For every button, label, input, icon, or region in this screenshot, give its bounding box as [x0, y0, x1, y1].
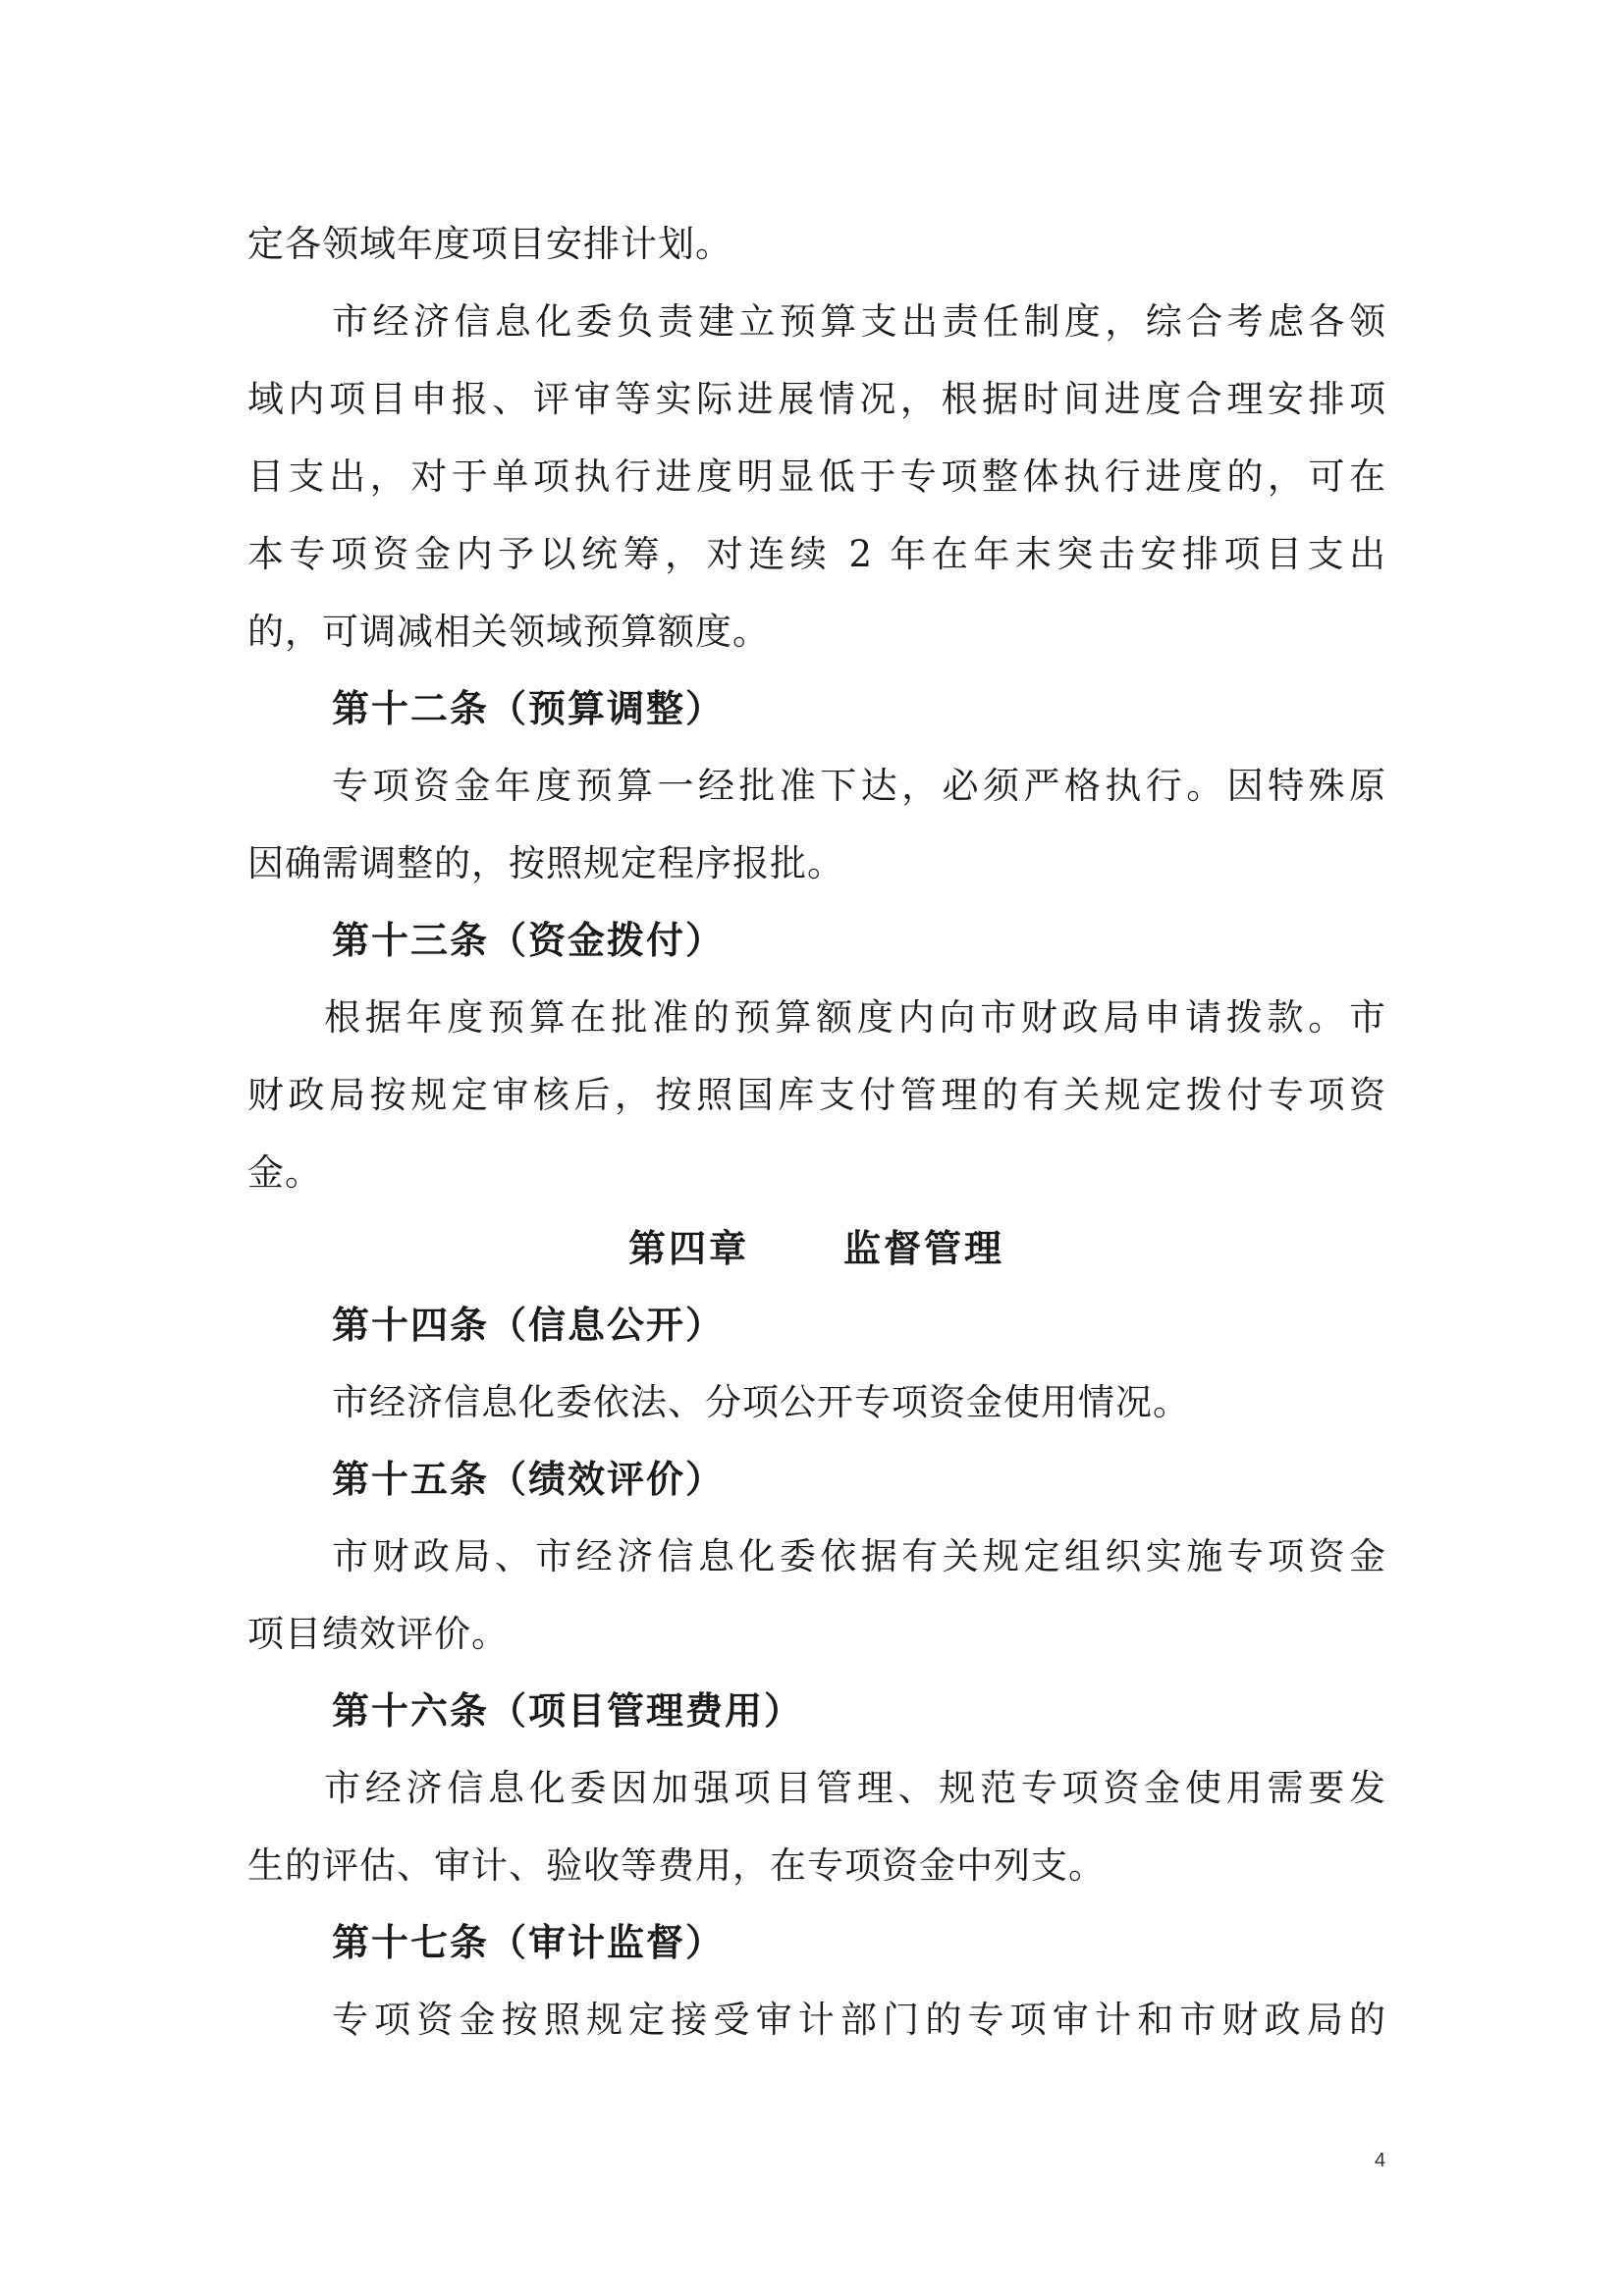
paragraph-line: 定各领域年度项目安排计划。 — [247, 223, 732, 265]
article-heading: 第十五条（绩效评价） — [332, 1457, 726, 1501]
paragraph-line: 本专项资金内予以统筹，对连续 2 年在年末突击安排项目支出 — [247, 533, 1386, 575]
paragraph-line: 财政局按规定审核后，按照国库支付管理的有关规定拨付专项资 — [247, 1074, 1386, 1116]
article-heading: 第十六条（项目管理费用） — [332, 1688, 804, 1733]
page-number: 4 — [1375, 2150, 1386, 2171]
paragraph-line: 项目绩效评价。 — [247, 1613, 509, 1655]
paragraph-line: 金。 — [247, 1151, 322, 1194]
chapter-number: 第四章 — [628, 1226, 750, 1270]
chapter-title: 监督管理 — [843, 1226, 1005, 1270]
paragraph-line: 域内项目申报、评审等实际进展情况，根据时间进度合理安排项 — [247, 378, 1386, 420]
paragraph-line: 因确需调整的，按照规定程序报批。 — [247, 842, 844, 884]
paragraph-line: 市经济信息化委因加强项目管理、规范专项资金使用需要发 — [324, 1767, 1386, 1809]
paragraph-line: 市财政局、市经济信息化委依据有关规定组织实施专项资金 — [332, 1535, 1386, 1577]
paragraph-line: 专项资金年度预算一经批准下达，必须严格执行。因特殊原 — [332, 765, 1386, 807]
paragraph-line: 市经济信息化委负责建立预算支出责任制度，综合考虑各领 — [332, 300, 1386, 343]
article-heading: 第十七条（审计监督） — [332, 1920, 726, 1964]
chapter-heading — [628, 1224, 1004, 1273]
paragraph-line: 生的评估、审计、验收等费用，在专项资金中列支。 — [247, 1844, 1106, 1887]
article-heading: 第十四条（信息公开） — [332, 1303, 726, 1347]
paragraph-line: 目支出，对于单项执行进度明显低于专项整体执行进度的，可在 — [247, 455, 1386, 498]
article-heading: 第十二条（预算调整） — [332, 686, 726, 730]
paragraph-line: 市经济信息化委依法、分项公开专项资金使用情况。 — [332, 1381, 1190, 1423]
article-heading: 第十三条（资金拨付） — [332, 918, 726, 962]
paragraph-line: 的，可调减相关领域预算额度。 — [247, 611, 770, 653]
paragraph-line: 专项资金按照规定接受审计部门的专项审计和市财政局的 — [332, 1999, 1386, 2041]
paragraph-line: 根据年度预算在批准的预算额度内向市财政局申请拨款。市 — [324, 996, 1386, 1039]
